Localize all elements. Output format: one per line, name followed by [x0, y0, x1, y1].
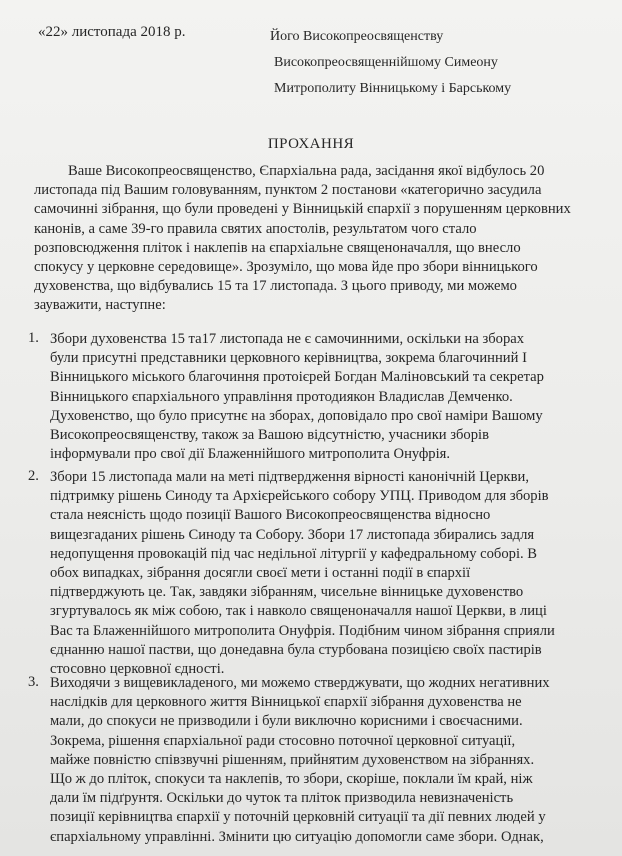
text-line: інформували про свої дії Блаженнійшого митрополита Онуфрія. [50, 446, 451, 463]
list-item-number: 1. [28, 330, 39, 346]
list-item-text [50, 468, 590, 679]
text-line: зауважити, наступне: [34, 297, 166, 314]
text-line: Високопреосвященству, також за Вашою відсутністю, учасники зборів [50, 427, 489, 444]
text-line: листопада під Вашим головуванням, пунктом 2 постанови «категорично засудила [34, 182, 542, 199]
text-line: Зокрема, рішення єпархіальної ради стосовно поточної церковної ситуації, [50, 732, 516, 749]
text-line: недопущення провокацій під час недільної літургії у кафедральному соборі. В [50, 545, 538, 562]
text-line: мали, до спокуси не призводили і були виключно корисними і своєчасними. [50, 713, 523, 730]
text-line: підтримку рішень Синоду та Архієрейського собору УПЦ. Приводом для зборів [50, 488, 549, 505]
text-line: Збори духовенства 15 та17 листопада не є самочинними, оскільки на зборах [50, 331, 525, 347]
text-line: канонів, а саме 39-го правила святих апостолів, результатом чого стало [34, 220, 477, 237]
text-line: підтверджують це. Так, завдяки зібранням, чисельне вінницьке духовенство [50, 584, 524, 601]
text-line: єпархіальному управлінні. Змінити цю ситуацію допомогли саме збори. Однак, [50, 828, 544, 845]
text-line: вищезгаданих рішень Синоду та Собору. Збори 17 листопада збирались задля [50, 526, 535, 543]
text-line: згуртувалось як між собою, так і навколо священоначалля нашої Церкви, в лиці [50, 603, 547, 620]
text-line: стосовно церковної єдності. [50, 661, 225, 678]
text-line: Вінницького міського благочиння протоієрей Богдан Маліновський та секретар [50, 369, 544, 386]
text-line: розповсюдження пліток і наклепів на єпархіальне священоначалля, що внесло [34, 239, 521, 256]
text-line: наслідків для церковного життя Вінницької єпархії зібрання духовенства не [50, 694, 522, 711]
text-line: самочинні зібрання, що були проведені у Вінницькій єпархії з порушенням церковних [34, 201, 571, 218]
text-line: єднанню нашої пастви, що донедавна була стурбована позицією своїх пастирів [50, 641, 542, 658]
text-line: Виходячи з вищевикладеного, ми можемо стверджувати, що жодних негативних [50, 675, 550, 691]
text-line: були присутні представники церковного керівництва, зокрема благочинний І [50, 350, 527, 367]
document-title: ПРОХАННЯ [267, 136, 355, 152]
text-line: духовенства, що відбувались 15 та 17 листопада. З цього приводу, ми можемо [34, 278, 517, 295]
text-line: спокусу у церковне середовище». Зрозуміло, що мова йде про збори вінницького [34, 259, 538, 276]
text-line: Що ж до пліток, спокуси та наклепів, то збори, скоріше, поклали їм край, ніж [50, 771, 533, 788]
text-line: Вас та Блаженнійшого митрополита Онуфрія. Подібним чином зібрання сприяли [50, 622, 555, 639]
addressee-line: Митрополиту Вінницькому і Барському [274, 81, 512, 96]
intro-paragraph [34, 162, 582, 316]
list-item-number: 2. [28, 468, 39, 484]
addressee-block [270, 24, 511, 102]
letter-date: «22» листопада 2018 р. [38, 24, 186, 40]
addressee-line: Високопреосвященнійшому Симеону [274, 55, 498, 70]
text-line: стала неясність щодо позиції Вашого Високопреосвященства відносно [50, 507, 491, 524]
text-line: дали їм підґрунтя. Оскільки до чуток та пліток призводила невизначеність [50, 790, 514, 807]
text-line: Духовенство, що було присутнє на зборах, доповідало про свої наміри Вашому [50, 407, 543, 424]
text-line: Ваше Високопреосвященство, Єпархіальна рада, засідання якої відбулось 20 [68, 163, 545, 179]
list-item-number: 3. [28, 674, 39, 690]
text-line: позиції керівництва єпархії у поточній церковній ситуації та дії певних людей у [50, 809, 546, 826]
text-line: обох випадках, зібрання досягли своєї мети і останні події в єпархії [50, 565, 471, 582]
list-item-text [50, 330, 590, 464]
text-line: Збори 15 листопада мали на меті підтвердження вірності канонічній Церкви, [50, 469, 529, 485]
text-line: майже повністю співзвучні рішенням, прийнятим духовенством на зібраннях. [50, 751, 535, 768]
addressee-line: Його Високопреосвященству [270, 29, 444, 44]
text-line: Вінницького єпархіального управління протодиякон Владислав Демченко. [50, 388, 513, 405]
list-item-text [50, 674, 590, 847]
